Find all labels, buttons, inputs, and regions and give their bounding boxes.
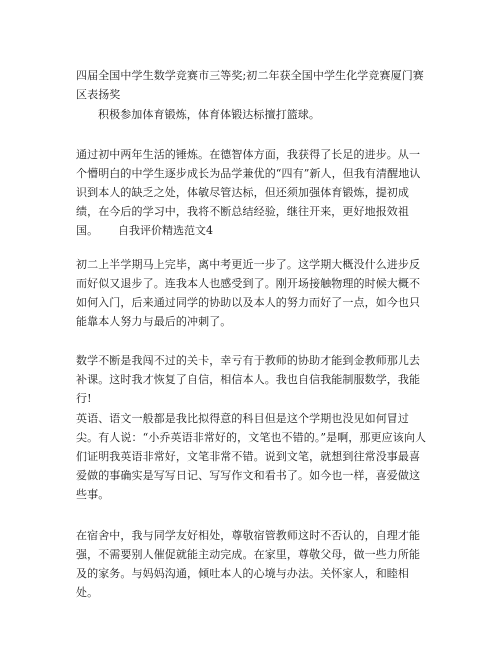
paragraph-term: 初二上半学期马上完毕，离中考更近一步了。这学期大概没什么进步反而好似又退步了。连我本人也感受到了。刚开场接触物理的时候大概不如何入门，后来通过同学的协助以及本人的努力而好了一点，如今也只能靠本人努力与最后的冲刺了。 [76, 258, 421, 328]
paragraph-math: 数学不断是我闯不过的关卡，幸亏有于教师的协助才能到金教师那儿去补课。这时我才恢复了自信，相信本人。我也自信我能制服数学，我能行! [76, 354, 421, 405]
paragraph-sports: 积极参加体育锻炼，体育体锻达标擅打篮球。 [98, 108, 320, 121]
paragraph-junior-high: 通过初中两年生活的锤炼。在德智体方面，我获得了长足的进步。从一个懵明白的中学生逐步成长为品学兼优的“四有”新人，但我有清醒地认识到本人的缺乏之处，体敏尽管达标，但还须加强体育锻炼，提初成绩，在今后的学习中，我将不断总结经验，继往开来，更好地报效祖国。 [76, 148, 421, 237]
paragraph-languages: 英语、语文一般都是我比拟得意的科目但是这个学期也没见如何冒过尖。有人说：“小乔英语非常好的，文笔也不错的。”是啊，那更应该向人们证明我英语非常好，文笔非常不错。说到文笔，就想到往常没事最喜爱做的事确实是写写日记、写写作文和看书了。如今也一样，喜爱做这些事。 [76, 412, 427, 501]
paragraph-awards: 四届全国中学生数学竞赛市三等奖;初二年获全国中学生化学竞赛厦门赛区表扬奖 [76, 69, 424, 101]
section-heading: 自我评价精选范文4 [118, 224, 213, 237]
paragraph-dorm: 在宿舍中，我与同学友好相处，尊敬宿管教师这时不否认的，自理才能强，不需要别人催促就能主动完成。在家里，尊敬父母，做一些力所能及的家务。与妈妈沟通，倾吐本人的心境与办法。关怀家人，和睦相处。 [76, 529, 421, 599]
